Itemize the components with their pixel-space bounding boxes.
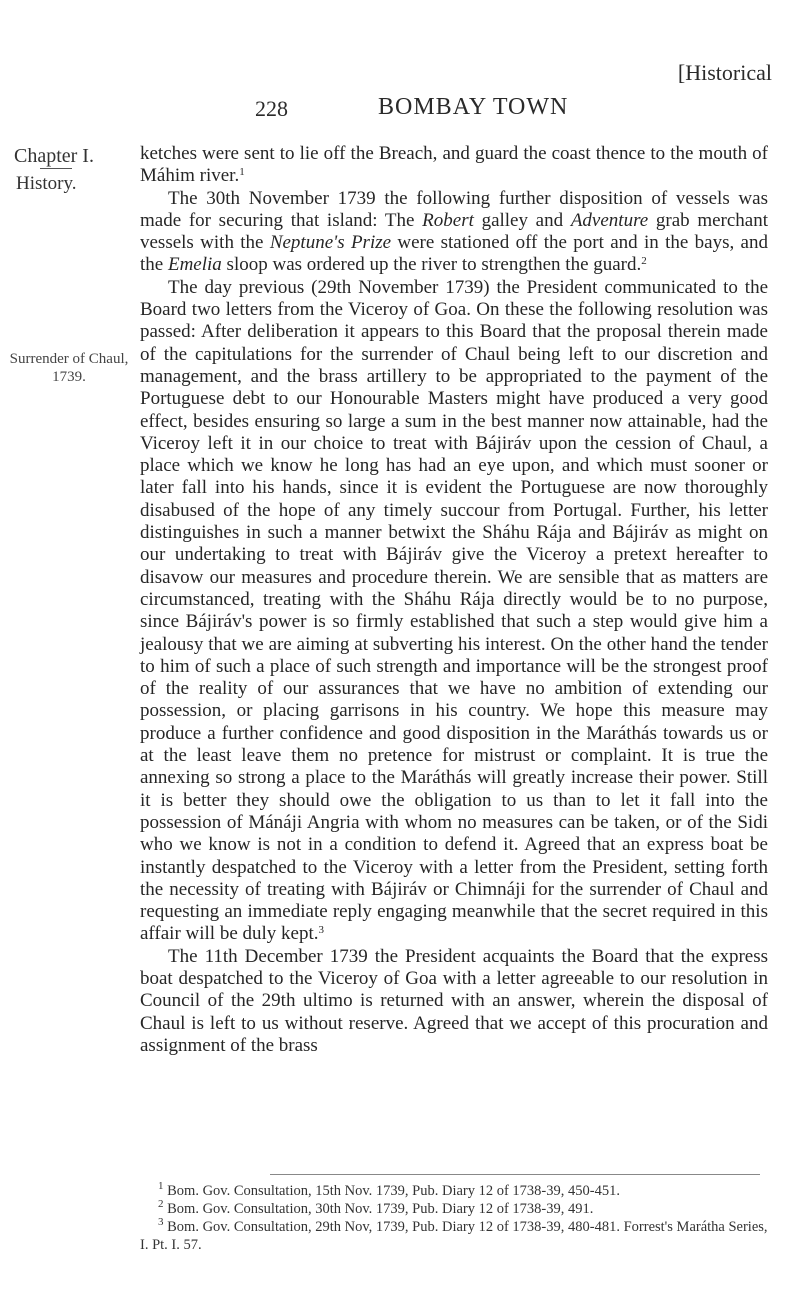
footnote-ref-2: 2: [641, 255, 647, 268]
footnote-mark: 1: [158, 1180, 164, 1192]
footnote-ref-1: 1: [239, 166, 245, 179]
section-label: History.: [16, 173, 77, 194]
footnote: [140, 1182, 768, 1200]
paragraph-2-text-d: were stationed off the port and in the bays, and the: [140, 232, 768, 276]
footnote-divider: [270, 1174, 760, 1175]
sidenote-chaul: Surrender of Chaul, 1739.: [9, 351, 129, 385]
paragraph-1-text: ketches were sent to lie off the Breach, and guard the coast thence to the mouth of Máhim river.: [140, 143, 768, 187]
chapter-rule: [40, 168, 72, 169]
ship-name-neptunes-prize: Neptune's Prize: [269, 232, 392, 254]
paragraph-4-text: The 11th December 1739 the President acquaints the Board that the express boat despatched to the Viceroy of Goa with a letter agreeable to our resolution in Council of the 29th ultimo is returned with an answer, wherein the disposal of Chaul is left to us without reserve. Agreed that we accept of this procuration and assignment of the brass: [140, 945, 768, 1056]
paragraph-1: [140, 143, 768, 188]
chapter-label: Chapter I.: [14, 145, 94, 167]
footnote: [140, 1200, 768, 1218]
footnote: [140, 1218, 768, 1254]
paragraph-2-text-a: The 30th November 1739 the following further disposition of vessels was made for securing that island: The: [140, 187, 768, 231]
paragraph-3-text: The day previous (29th November 1739) the President communicated to the Board two letters from the Viceroy of Goa. On these the following resolution was passed: After deliberation it appears to this Board that the proposal therein made of the capitulations for the surrender of Chaul being left to our discretion and management, and the brass artillery to be appropriated to the payment of the Portuguese debt to our Honourable Masters might have produced a very good effect, besides ensuring so large a sum in the best manner now attainable, had the Viceroy left it in our choice to treat with Bájiráv upon the cession of Chaul, a place which we know he long has had an eye upon, and which must sooner or later fall into his hands, since it is evident the Portuguese are now thoroughly disabused of the hope of any timely succour from Portugal. Further, his letter distinguishes in such a manner betwixt the Sháhu Rája and Bájiráv as might on our undertaking to treat with Bájiráv give the Viceroy a pretext hereafter to disavow our measures and procedure therein. We are sensible that as matters are circumstanced, treating with the Sháhu Rája directly would be to no purpose, since Bájiráv's power is so firmly established that such a step would give him a jealousy that we are aiming at subverting his interest. On the other hand the tender to him of such a place of such strength and importance will be the strongest proof of the reality of our assurances that we have no ambition of extending our possession, or placing garrisons in his country. We hope this measure may produce a further confidence and good disposition in the Maráthás towards us or at the least leave them no pretence for mistrust or complaint. It is true the annexing so strong a place to the Maráthás will greatly increase their power. Still it is better they should owe the obligation to us than to let it fall into the possession of Mánáji Angria with whom no measures can be taken, or of the Sidi who we know is not in a condition to defend it. Agreed that an express boat be instantly despatched to the Viceroy with a letter from the President, setting forth the necessity of treating with Bájiráv or Chimnáji for the surrender of Chaul and requesting an immediate reply engaging meanwhile that the secret required in this affair will be duly kept.: [140, 276, 768, 945]
main-text: [140, 143, 768, 1057]
footnote-text: Bom. Gov. Consultation, 30th Nov. 1739, Pub. Diary 12 of 1738-39, 491.: [167, 1201, 594, 1217]
footnote-mark: 3: [158, 1216, 164, 1228]
paragraph-2-text-e: sloop was ordered up the river to strengthen the guard.: [221, 254, 642, 276]
page-number: 228: [255, 96, 288, 121]
footnote-ref-3: 3: [318, 924, 325, 937]
footnote-text: Bom. Gov. Consultation, 29th Nov, 1739, Pub. Diary 12 of 1738-39, 480-481. Forrest's Marátha Series, I. Pt. I. 57.: [140, 1219, 768, 1253]
section-tag: [Historical: [677, 60, 772, 85]
paragraph-2-text-c: grab merchant vessels with the: [140, 209, 769, 254]
paragraph-3: [140, 277, 768, 946]
paragraph-4: [140, 946, 768, 1057]
footnote-mark: 2: [158, 1198, 164, 1210]
ship-name-adventure: Adventure: [570, 209, 649, 231]
ship-name-robert: Robert: [422, 209, 474, 231]
paragraph-2-text-b: galley and: [473, 209, 571, 231]
book-title: BOMBAY TOWN: [378, 94, 569, 120]
paragraph-2: [140, 188, 768, 277]
footnote-text: Bom. Gov. Consultation, 15th Nov. 1739, Pub. Diary 12 of 1738-39, 450-451.: [167, 1183, 620, 1199]
running-head: [0, 0, 800, 120]
ship-name-emelia: Emelia: [167, 254, 222, 276]
footnotes: [140, 1182, 768, 1254]
